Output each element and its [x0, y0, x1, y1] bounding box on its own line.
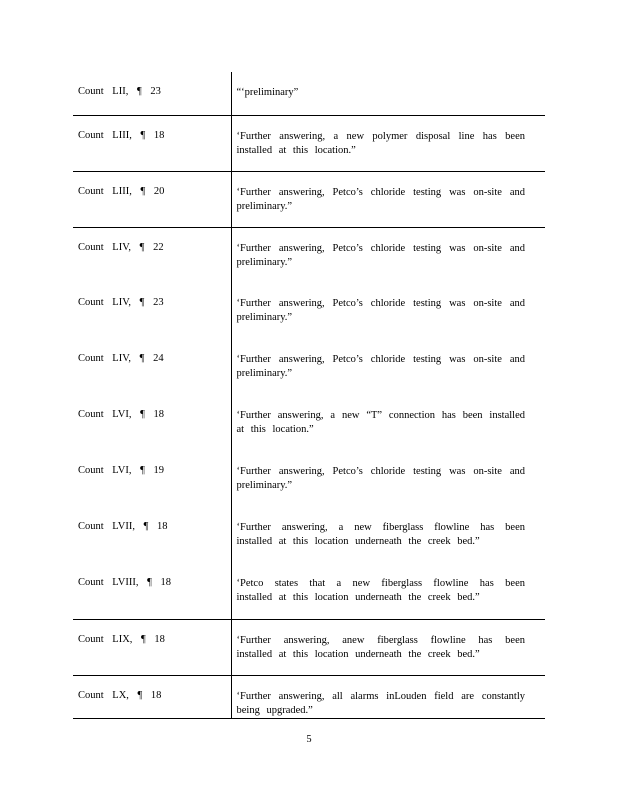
count-cell: Count LIV, ¶ 24 — [73, 339, 231, 395]
count-cell: Count LX, ¶ 18 — [73, 675, 231, 718]
table-row — [73, 283, 545, 339]
count-cell: Count LVII, ¶ 18 — [73, 507, 231, 563]
page-number: 5 — [306, 734, 312, 745]
response-cell: ‘Further answering, Petco’s chloride testing was on-site and preliminary.” — [236, 186, 525, 212]
response-cell: ‘Further answering, anew fiberglass flowline has been installed at this location underneath the creek bed.” — [236, 634, 525, 660]
table-row — [73, 563, 545, 619]
count-cell: Count LIV, ¶ 23 — [73, 283, 231, 339]
counts-table — [73, 72, 545, 719]
count-cell: Count LVI, ¶ 19 — [73, 451, 231, 507]
table-row — [73, 619, 545, 675]
table-row — [73, 171, 545, 227]
count-cell: Count LIV, ¶ 22 — [73, 227, 231, 283]
table-row — [73, 227, 545, 283]
table-row — [73, 675, 545, 718]
count-cell: Count LIII, ¶ 20 — [73, 171, 231, 227]
response-cell: ‘Further answering, Petco’s chloride testing was on-site and preliminary.” — [236, 242, 525, 268]
count-cell: Count LVI, ¶ 18 — [73, 395, 231, 451]
table-row — [73, 115, 545, 171]
response-cell: ‘Further answering, a new fiberglass flowline has been installed at this location underneath the creek bed.” — [236, 522, 525, 547]
table-row — [73, 395, 545, 451]
table-row — [73, 451, 545, 507]
count-cell: Count LVIII, ¶ 18 — [73, 563, 231, 619]
response-cell: ‘Petco states that a new fiberglass flowline has been installed at this location underneath the creek bed.” — [236, 578, 525, 603]
response-cell: ‘Further answering, a new polymer disposal line has been installed at this location.” — [236, 130, 525, 156]
table-row — [73, 72, 545, 115]
table-row — [73, 339, 545, 395]
count-cell: Count LIII, ¶ 18 — [73, 115, 231, 171]
response-cell: ‘Further answering, Petco’s chloride testing was on-site and preliminary.” — [236, 354, 525, 379]
count-cell: Count LIX, ¶ 18 — [73, 619, 231, 675]
response-cell: ‘Further answering, Petco’s chloride testing was on-site and preliminary.” — [236, 298, 525, 323]
response-cell: ‘Further answering, Petco’s chloride testing was on-site and preliminary.” — [236, 466, 525, 491]
count-cell: Count LII, ¶ 23 — [73, 72, 231, 115]
table-row — [73, 507, 545, 563]
response-cell: ‘Further answering, a new “T” connection has been installed at this location.” — [236, 410, 525, 435]
response-cell: “‘preliminary” — [236, 87, 299, 98]
response-cell: ‘Further answering, all alarms inLouden field are constantly being upgraded.” — [236, 690, 525, 716]
